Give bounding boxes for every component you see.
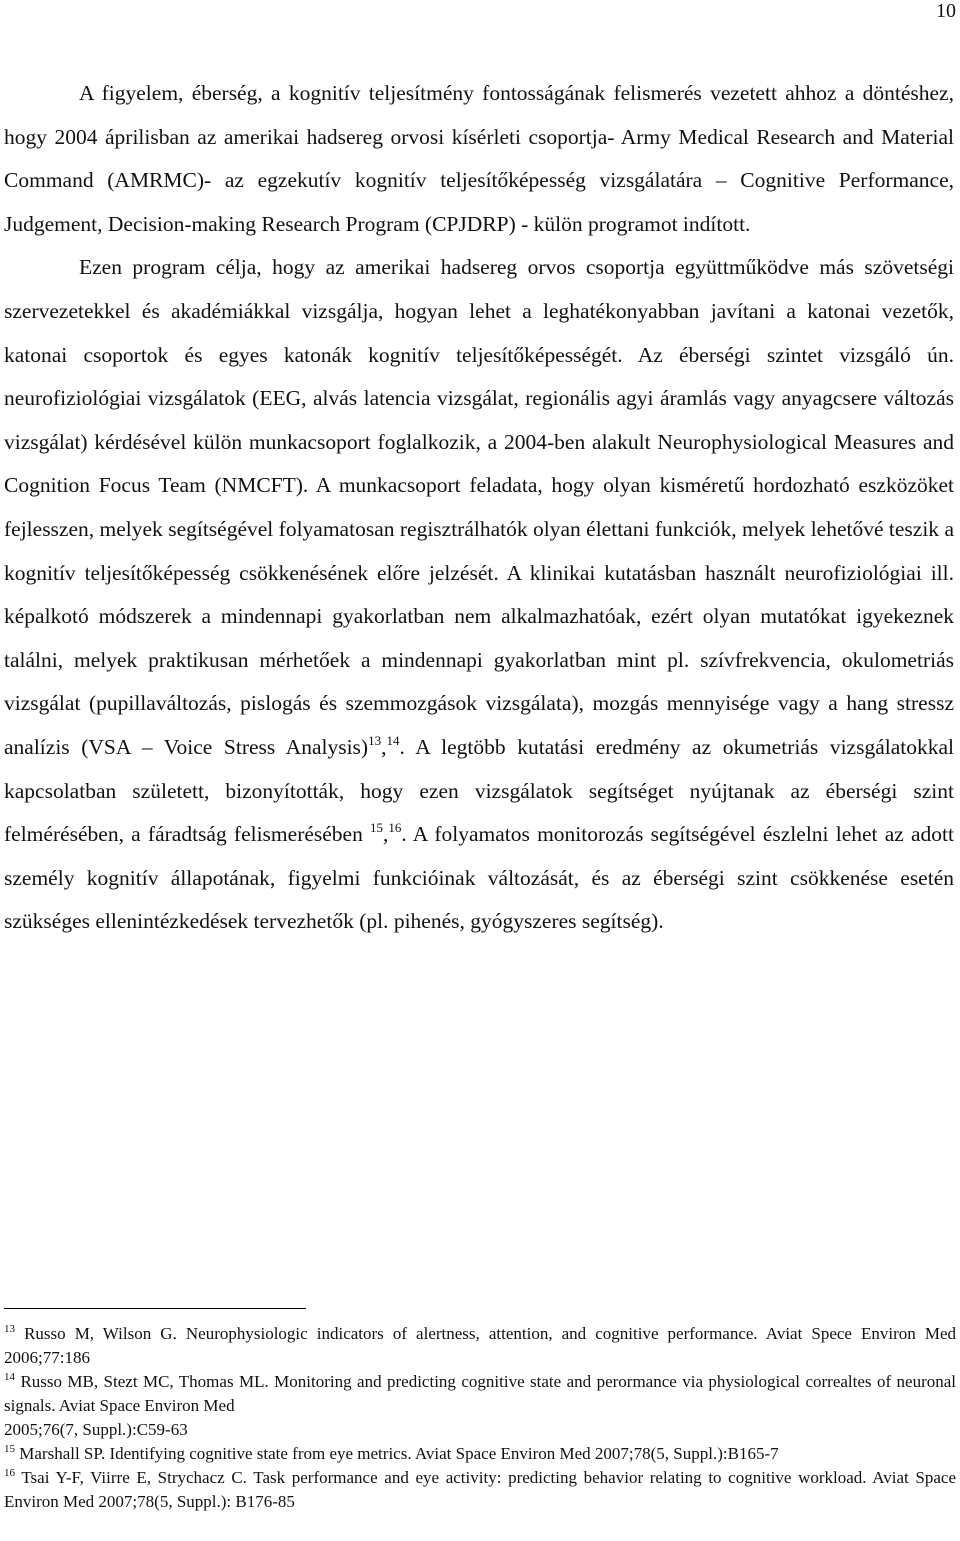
footnote-text: Tsai Y-F, Viirre E, Strychacz C. Task performance and eye activity: predicting behavior relating to cognitive workload. Aviat Space Environ Med 2007;78(5, Suppl.): B176-85 [4,1468,956,1511]
paragraph-2-text-part-1: Ezen program célja, hogy az amerikai hadsereg orvos csoportja együttműködve más szövetségi szervezetekkel és akadémiákkal vizsgálja, hogyan lehet a leghatékonyabban javítani a katonai vezetők, katonai csoportok és egyes katonák kognitív teljesítőképességét. Az éberségi szintet vizsgáló ún. neurofiziológiai vizsgálatok (EEG, alvás latencia vizsgálat, regionális agyi áramlás vagy anyagcsere változás vizsgálat) kérdésével külön munkacsoport foglalkozik, a 2004-ben alakult Neurophysiological Measures and Cognition Focus Team (NMCFT). A munkacsoport feladata, hogy olyan kisméretű hordozható eszközöket fejlesszen, melyek segítségével folyamatosan regisztrálhatók olyan élettani funkciók, melyek lehetővé teszik a kognitív teljesítőképesség csökkenésének előre jelzését. A klinikai kutatásban használt neurofiziológiai ill. képalkotó módszerek a mindennapi gyakorlatban nem alkalmazhatóak, ezért olyan mutatókat igyekeznek találni, melyek praktikusan mérhetőek a mindennapi gyakorlatban mint pl. szívfrekvencia, okulometriás vizsgálat (pupillaváltozás, pislogás és szemmozgások vizsgálata), mozgás mennyisége vagy a hang stressz analízis (VSA – Voice Stress Analysis) [4,255,954,759]
citation-14: 14 [386,732,400,748]
footnote-number: 13 [4,1323,15,1335]
paragraph-2 [4,246,954,944]
footnote-number: 14 [4,1371,15,1383]
footnote-16 [4,1466,956,1514]
citation-15: 15 [370,820,384,836]
body-text [4,72,954,944]
footnotes [4,1322,956,1514]
footnote-text-continued: 2005;76(7, Suppl.):C59-63 [4,1420,188,1439]
paragraph-1-text: A figyelem, éberség, a kognitív teljesítmény fontosságának felismerés vezetett ahhoz a döntéshez, hogy 2004 áprilisban az amerikai hadsereg orvosi kísérleti csoportja- Army Medical Research and Material Command (AMRMC)- az egzekutív kognitív teljesítőképesség vizsgálatára – Cognitive Performance, Judgement, Decision-making Research Program (CPJDRP) - külön programot indított. [4,81,954,236]
footnote-15 [4,1442,956,1466]
footnote-text: Marshall SP. Identifying cognitive state from eye metrics. Aviat Space Environ Med 2007;78(5, Suppl.):B165-7 [19,1444,779,1463]
footnote-13 [4,1322,956,1370]
footnote-14 [4,1370,956,1442]
footnote-number: 15 [4,1443,15,1455]
footnote-text: Russo MB, Stezt MC, Thomas ML. Monitoring and predicting cognitive state and perormance via physiological correaltes of neuronal signals. Aviat Space Environ Med [4,1372,957,1415]
footnote-text: Russo M, Wilson G. Neurophysiologic indicators of alertness, attention, and cognitive performance. Aviat Spece Environ Med 2006;77:186 [4,1324,956,1367]
citation-16: 16 [388,820,402,836]
page-number: 10 [936,0,956,22]
paragraph-2-text-part-4: , [383,822,389,847]
citation-13: 13 [368,732,382,748]
paragraph-2-text-part-2: , [381,734,387,759]
paragraph-2-text-part-3: . A legtöbb kutatási eredmény az okumetriás vizsgálatokkal kapcsolatban született, bizonyították, hogy ezen vizsgálatok segítséget nyújtanak az éberségi szint felmérésében, a fáradtság felismerésében [4,734,955,847]
footnote-number: 16 [4,1467,15,1479]
paragraph-1 [4,72,954,246]
footnote-separator [4,1308,306,1309]
paragraph-2-text-part-5: . A folyamatos monitorozás segítségével észlelni lehet az adott személy kognitív állapotának, figyelmi funkcióinak változását, és az éberségi szint csökkenése esetén szükséges ellenintézkedések tervezhetők (pl. pihenés, gyógyszeres segítség). [4,822,954,934]
